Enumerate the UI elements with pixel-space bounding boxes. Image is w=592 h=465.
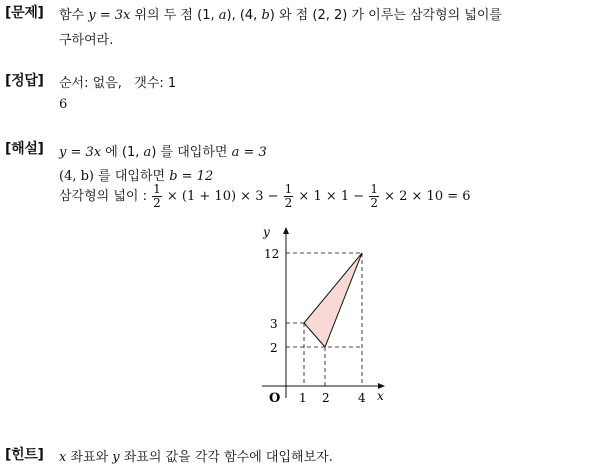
problem-line-1: 함수 y = 3x 위의 두 점 (1, a), (4, b) 와 점 (2, 2) 가 이루는 삼각형의 넓이를 [59, 8, 502, 23]
problem-label: [문제] [5, 5, 44, 21]
x-axis-label: x [377, 389, 384, 403]
y-tick-12: 12 [264, 247, 280, 261]
problem-line-2: 구하여라. [59, 33, 114, 48]
answer-line-1: 순서: 없음, 갯수: 1 [59, 76, 177, 91]
answer-value: 6 [59, 97, 68, 112]
solution-line-2: (4, b) 를 대입하면 b = 12 [59, 169, 214, 184]
solution-line-3: 삼각형의 넓이 : $\frac{1}{2}$ × (1 + 10) × 3 − $\frac{1}{2}$ × 1 × 1 − $\frac{1}{2}$ × 2 × 10 = 6 [59, 182, 471, 210]
x-tick-1: 1 [299, 391, 307, 405]
answer-label: [정답] [5, 73, 44, 89]
y-axis-label: y [263, 225, 270, 239]
fraction-half-2: $\frac{1}{2}$ [284, 182, 293, 210]
x-tick-4: 4 [358, 391, 366, 405]
solution-line-1: y = 3x 에 (1, a) 를 대입하면 a = 3 [59, 145, 267, 160]
fraction-half-1: $\frac{1}{2}$ [153, 182, 161, 210]
origin-label: O [269, 391, 281, 406]
guide-lines [286, 253, 362, 386]
hint-label: [힌트] [5, 447, 44, 463]
fraction-half-3: $\frac{1}{2}$ [370, 182, 378, 210]
solution-label: [해설] [5, 141, 44, 157]
x-tick-2: 2 [322, 391, 330, 405]
y-tick-3: 3 [270, 317, 278, 331]
y-tick-2: 2 [270, 341, 278, 355]
hint-line: x 좌표와 y 좌표의 값을 각각 함수에 대입해보자. [59, 450, 333, 465]
triangle-shape [304, 253, 362, 347]
